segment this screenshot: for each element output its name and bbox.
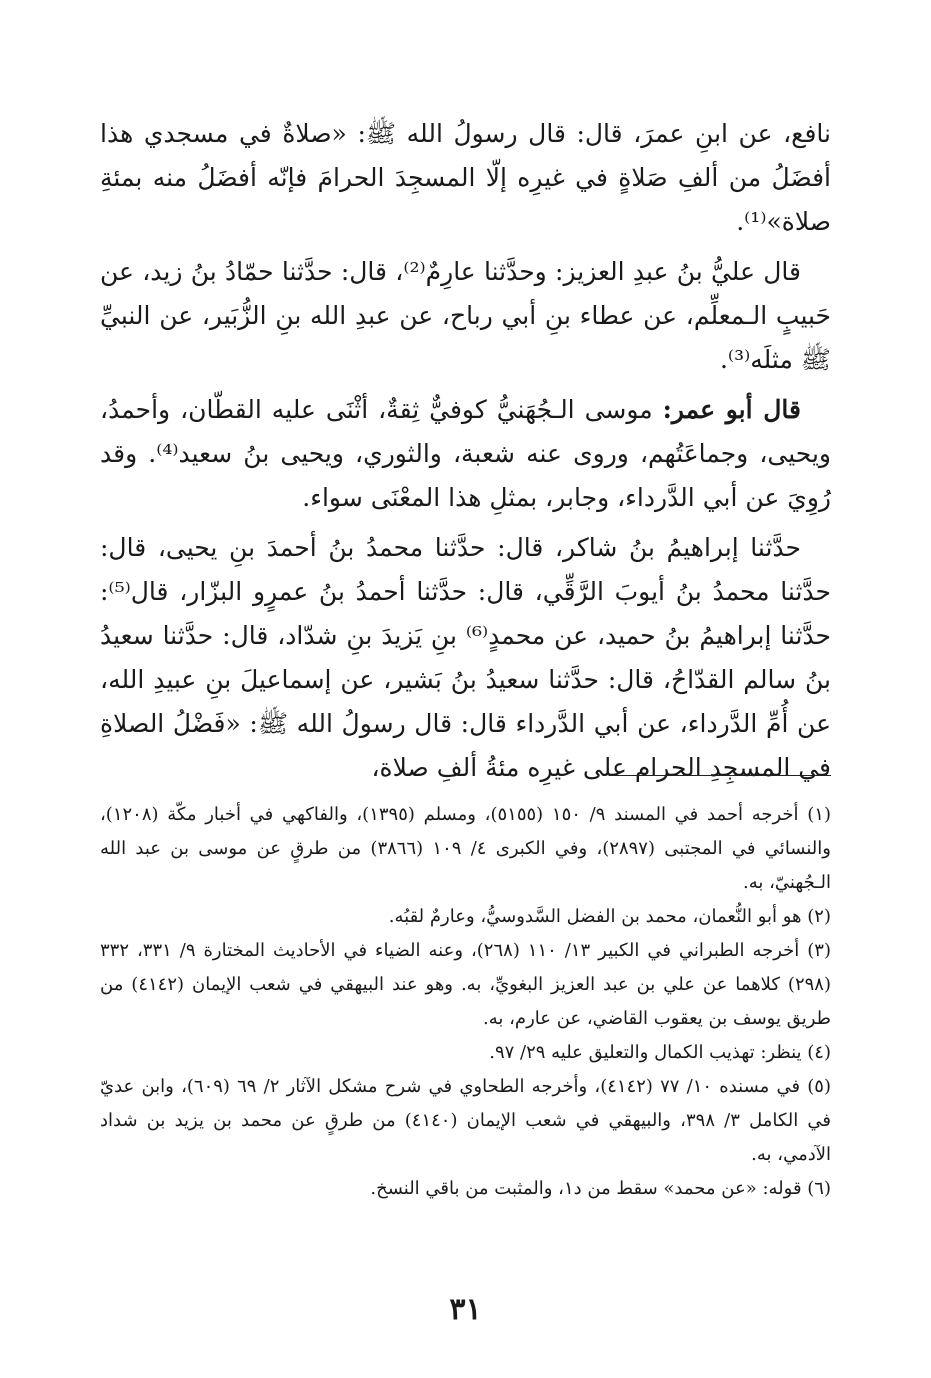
paragraph-1: نافع، عن ابنِ عمرَ، قال: قال رسولُ الله ﷺ: «صلاةٌ في مسجدي هذا أفضَلُ من ألفِ صَلاةٍ في غيرِه إلّا المسجِدَ الحرامَ فإنّه أفضَلُ منه بمئةِ صلاة»⁽¹⁾. [100,119,831,236]
paragraph-4: حدَّثنا إبراهيمُ بنُ شاكر، قال: حدَّثنا محمدُ بنُ أحمدَ بنِ يحيى، قال: حدَّثنا محمدُ بنُ أيوبَ الرَّقِّي، قال: حدَّثنا أحمدُ بنُ عمرٍو البزّار، قال⁽⁵⁾: حدَّثنا إبراهيمُ بنُ حميد، عن محمدٍ⁽⁶⁾ بنِ يَزيدَ بنِ شدّاد، قال: حدَّثنا سعيدُ بنُ سالم القدّاحُ، قال: حدَّثنا سعيدُ بنُ بَشير، عن إسماعيلَ بنِ عبيدِ الله، عن أُمِّ الدَّرداء، عن أبي الدَّرداء قال: قال رسولُ الله ﷺ: «فَضْلُ الصلاةِ في المسجِدِ الحرام على غيرِه مئةُ ألفِ صلاة، [100,533,832,782]
paragraph-2: قال عليُّ بنُ عبدِ العزيز: وحدَّثنا عارِمٌ⁽²⁾، قال: حدَّثنا حمّادُ بنُ زيد، عن حَبيبٍ الـمعلِّم، عن عطاء بنِ أبي رباح، عن عبدِ الله بنِ الزُّبَير، عن النبيِّ ﷺ مثلَه⁽³⁾. [100,257,831,374]
footnote-3: (٣) أخرجه الطبراني في الكبير ١٣/ ١١٠ (٢٦٨)، وعنه الضياء في الأحاديث المختارة ٩/ ٣٣١، ٣٣٢ (٢٩٨) كلاهما عن علي بن عبد العزيز البغويِّ، به. وهو عند البيهقي في شعب الإيمان (٤١٤٢) من طريق يوسف بن يعقوب القاضي، عن عارم، به. [100,940,831,1029]
paragraph-3 [100,388,831,520]
footnote-6: (٦) قوله: «عن محمد» سقط من د١، والمثبت من باقي النسخ. [370,1178,831,1199]
main-text [100,112,831,796]
paragraph-3-lead: قال أبو عمر: [662,395,801,424]
footnote-4: (٤) ينظر: تهذيب الكمال والتعليق عليه ٢٩/ ٩٧. [489,1042,831,1063]
footnotes [100,798,831,1206]
footnote-1: (١) أخرجه أحمد في المسند ٩/ ١٥٠ (٥١٥٥)، ومسلم (١٣٩٥)، والفاكهي في أخبار مكّة (١٢٠٨)، والنسائي في المجتبى (٢٨٩٧)، وفي الكبرى ٤/ ١٠٩ (٣٨٦٦) من طرقٍ عن موسى بن عبد الله الـجُهنيّ، به. [100,804,831,893]
page-number: ٣١ [449,1292,482,1327]
footnote-2: (٢) هو أبو النُّعمان، محمد بن الفضل السَّدوسيُّ، وعارمٌ لقبُه. [388,906,831,927]
paragraph-3-text: موسى الـجُهَنيُّ كوفيٌّ ثِقةٌ، أثْنَى عليه القطّان، وأحمدُ، ويحيى، وجماعَتُهم، وروى عنه شعبة، والثوري، ويحيى بنُ سعيد⁽⁴⁾. وقد رُوِيَ عن أبي الدَّرداء، وجابر، بمثلِ هذا المعْنَى سواء. [100,395,831,512]
footnote-divider [609,775,831,776]
footnote-5: (٥) في مسنده ١٠/ ٧٧ (٤١٤٢)، وأخرجه الطحاوي في شرح مشكل الآثار ٢/ ٦٩ (٦٠٩)، وابن عديّ في الكامل ٣/ ٣٩٨، والبيهقي في شعب الإيمان (٤١٤٠) من طرقٍ عن محمد بن يزيد بن شداد الآدمي، به. [100,1076,832,1165]
